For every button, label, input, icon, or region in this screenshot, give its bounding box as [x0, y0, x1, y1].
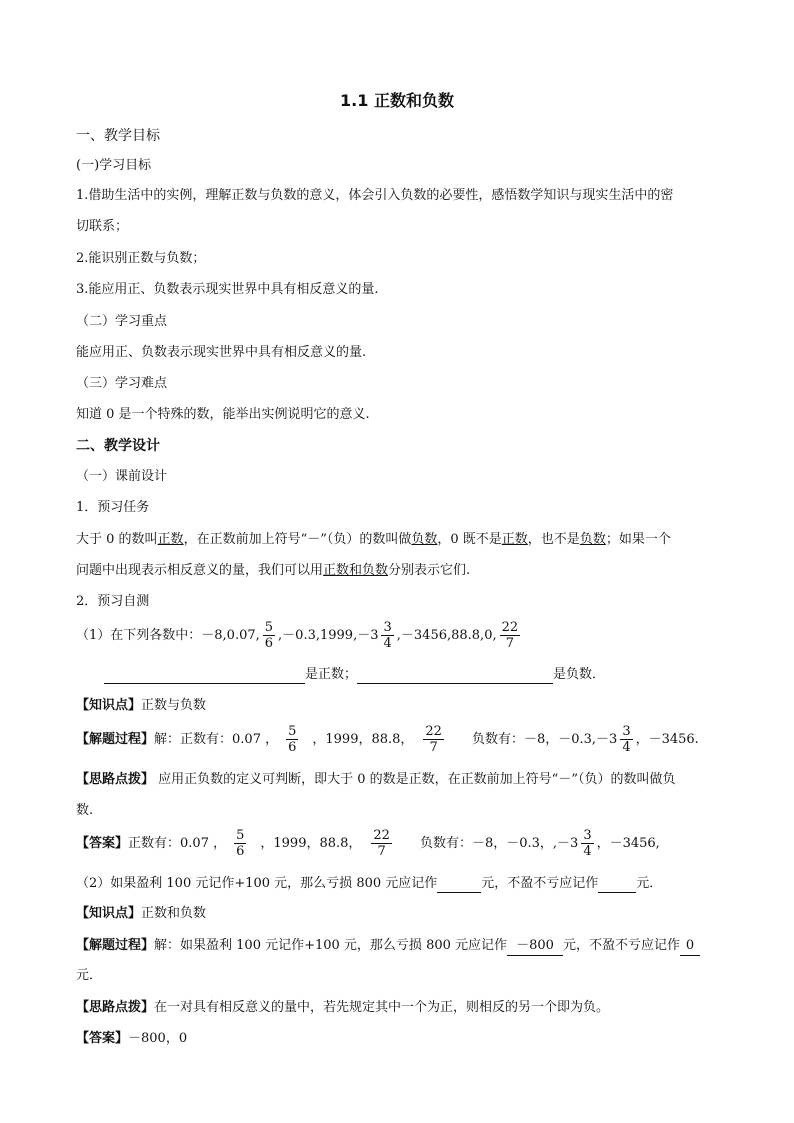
page-title: 1.1 正数和负数 [340, 91, 454, 110]
knowledge-point-2 [76, 905, 206, 923]
fraction [581, 828, 593, 859]
preview-task-line-2 [76, 562, 470, 580]
positive-answer-blank[interactable] [104, 669, 305, 684]
fraction-denominator: 4 [622, 740, 631, 755]
section-heading-design: 二、教学设计 [76, 438, 160, 454]
fraction [500, 620, 521, 651]
fraction-denominator: 7 [377, 844, 386, 859]
solution-2 [76, 937, 700, 956]
fraction-numerator: 3 [383, 620, 392, 635]
negative-answer-blank[interactable] [357, 669, 553, 684]
text-span: 正数和负数 [141, 906, 207, 921]
tag-label: 【思路点拨】 [76, 1000, 155, 1015]
text-span: 负数有：－8，－0.3，,－3 [419, 836, 579, 851]
text-span: ,－0.3,1999,－3 [278, 628, 379, 643]
tag-label: 【解题过程】 [76, 938, 155, 953]
fraction-denominator: 6 [264, 636, 274, 651]
solution-1 [76, 724, 699, 755]
fraction-denominator: 7 [505, 636, 515, 651]
text-span: －800，0 [128, 1031, 188, 1046]
preview-task-title: 1．预习任务 [76, 500, 150, 515]
goal-3: 3.能应用正、负数表示现实世界中具有相反意义的量. [76, 282, 379, 297]
underlined-term: 负数 [411, 532, 438, 547]
difficulty-text: 知道 0 是一个特殊的数，能举出实例说明它的意义. [76, 407, 370, 422]
underlined-term: 正数 [501, 532, 528, 547]
fraction-numerator: 5 [236, 828, 245, 843]
fraction-numerator: 3 [583, 828, 592, 843]
break-even-answer-blank[interactable] [598, 878, 636, 893]
fraction [263, 620, 275, 651]
text-span: ，1999，88.8， [312, 732, 414, 747]
fraction [371, 828, 392, 859]
text-span: 解：如果盈利 100 元记作+100 元，那么亏损 800 元应记作 [154, 938, 508, 953]
filled-answer-loss: －800 [507, 937, 563, 956]
section-heading-objectives: 一、教学目标 [76, 128, 160, 144]
fraction [423, 724, 444, 755]
fraction-numerator: 5 [288, 724, 297, 739]
subheading-learning-goals: (一)学习目标 [76, 158, 152, 173]
text-span: 在一对具有相反意义的量中，若先规定其中一个为正，则相反的另一个即为负。 [154, 1000, 610, 1015]
tag-label: 【解题过程】 [76, 732, 155, 747]
self-test-title: 2．预习自测 [76, 594, 150, 609]
fraction [620, 724, 632, 755]
text-span: ，－3456. [635, 732, 699, 747]
subheading-pre-class: （一）课前设计 [76, 469, 168, 484]
text-span: 应用正负数的定义可判断，即大于 0 的数是正数，在正数前加上符号“－”（负）的数叫做负 [154, 772, 676, 787]
text-span: （1）在下列各数中：－8,0.07, [76, 628, 260, 643]
text-span: 分别表示它们. [388, 563, 471, 578]
question-1 [76, 620, 523, 651]
text-span: 元，不盈不亏应记作 [563, 938, 681, 953]
text-span: 是正数； [305, 667, 358, 682]
answer-2 [76, 1030, 187, 1048]
question-1-answer-blanks [104, 666, 605, 684]
fraction-denominator: 6 [236, 844, 245, 859]
loss-answer-blank[interactable] [437, 878, 481, 893]
key-point-text: 能应用正、负数表示现实世界中具有相反意义的量. [76, 345, 367, 360]
goal-1-line-2: 切联系； [76, 219, 129, 234]
text-span: 负数有：－8，－0.3,－3 [471, 732, 618, 747]
text-span: 正数有：0.07 ， [128, 836, 227, 851]
fraction [234, 828, 246, 859]
text-span: ，也不是 [527, 532, 580, 547]
tag-label: 【答案】 [76, 1031, 129, 1046]
fraction-numerator: 22 [501, 620, 519, 635]
subheading-difficulties: （三）学习难点 [76, 376, 168, 391]
text-span: 正数与负数 [141, 698, 207, 713]
knowledge-point-1 [76, 697, 206, 715]
fraction [286, 724, 298, 755]
question-2 [76, 875, 662, 893]
answer-1 [76, 828, 660, 859]
hint-1-line-2: 数. [76, 803, 94, 818]
fraction-numerator: 3 [622, 724, 631, 739]
fraction-numerator: 5 [264, 620, 274, 635]
fraction-numerator: 22 [373, 828, 390, 843]
fraction-denominator: 4 [583, 844, 592, 859]
preview-task-line-1 [76, 531, 671, 549]
solution-2-line-2: 元． [76, 968, 103, 983]
goal-1-line-1: 1.借助生活中的实例，理解正数与负数的意义，体会引入负数的必要性，感悟数学知识与现实生活中的密 [76, 188, 674, 203]
text-span: ；如果一个 [605, 532, 671, 547]
fraction-denominator: 7 [429, 740, 438, 755]
goal-2: 2.能识别正数与负数； [76, 251, 206, 266]
text-span: ，1999，88.8， [260, 836, 362, 851]
underlined-term: 正数 [157, 532, 184, 547]
text-span: ，－3456, [596, 836, 660, 851]
tag-label: 【知识点】 [76, 906, 142, 921]
text-span: ,－3456,88.8,0, [396, 628, 497, 643]
text-span: ，0 既不是 [437, 532, 502, 547]
fraction-denominator: 6 [288, 740, 297, 755]
filled-answer-break-even: 0 [680, 937, 700, 956]
text-span: 元，不盈不亏应记作 [481, 876, 599, 891]
fraction [381, 620, 393, 651]
fraction-numerator: 22 [425, 724, 442, 739]
hint-2 [76, 999, 609, 1017]
underlined-term: 负数 [579, 532, 606, 547]
text-span: 大于 0 的数叫 [76, 532, 158, 547]
text-span: ，在正数前加上符号“－”（负）的数叫做 [183, 532, 412, 547]
text-span: 问题中出现表示相反意义的量，我们可以用 [76, 563, 324, 578]
text-span: 元． [636, 876, 663, 891]
tag-label: 【知识点】 [76, 698, 142, 713]
fraction-denominator: 4 [383, 636, 392, 651]
underlined-term: 正数和负数 [323, 563, 389, 578]
text-span: 解：正数有：0.07 ， [154, 732, 279, 747]
text-span: 是负数． [553, 667, 606, 682]
text-span: （2）如果盈利 100 元记作+100 元，那么亏损 800 元应记作 [76, 876, 438, 891]
hint-1-line-1 [76, 771, 675, 789]
tag-label: 【思路点拨】 [76, 772, 155, 787]
tag-label: 【答案】 [76, 836, 129, 851]
subheading-key-points: （二）学习重点 [76, 314, 168, 329]
